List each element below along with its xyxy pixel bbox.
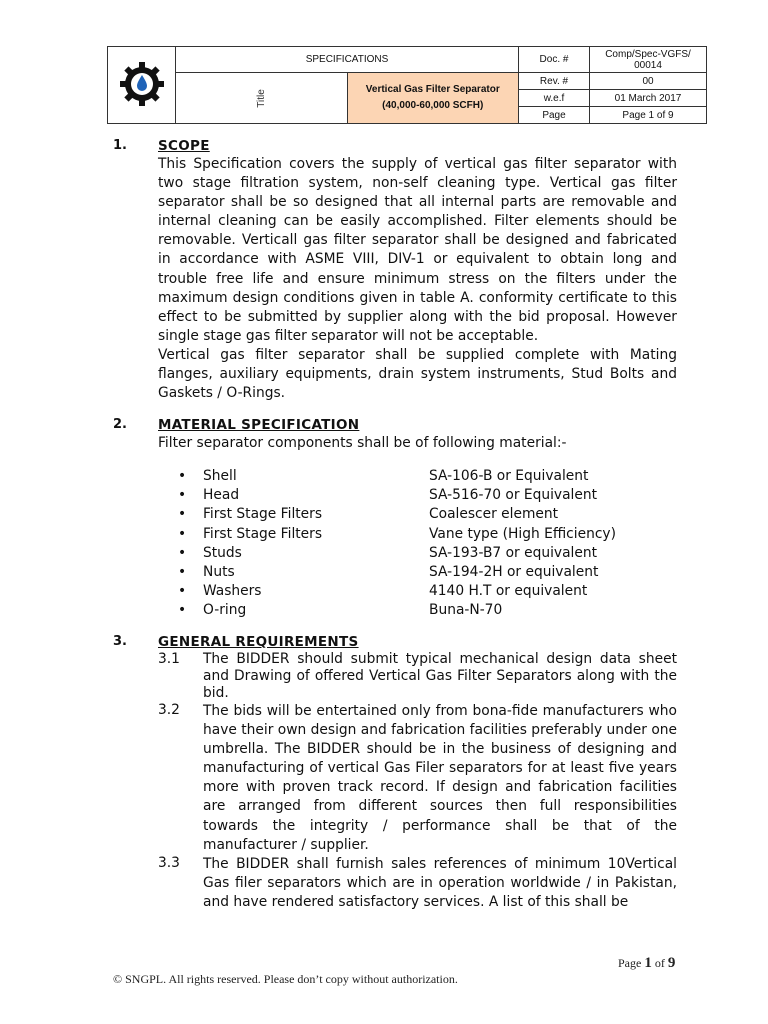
- page-value: Page 1 of 9: [590, 107, 707, 124]
- title-side-label: Title: [176, 73, 348, 124]
- gear-droplet-logo-icon: [117, 59, 167, 109]
- specifications-label: SPECIFICATIONS: [176, 47, 519, 73]
- doc-number-label: Doc. #: [519, 47, 590, 73]
- material-grade: SA-516-70 or Equivalent: [429, 487, 598, 504]
- requirement-3-1: [158, 651, 677, 702]
- material-grade: Vane type (High Efficiency): [429, 525, 616, 542]
- material-component: Shell: [203, 468, 237, 484]
- page-counter: Page 1 of 9: [618, 955, 676, 971]
- section-number-scope: 1.: [113, 138, 127, 153]
- material-component: Studs: [203, 544, 242, 561]
- material-intro: Filter separator components shall be of following material:-: [158, 435, 567, 451]
- material-grade: Coalescer element: [429, 506, 559, 523]
- section-heading-material: MATERIAL SPECIFICATION: [158, 417, 360, 433]
- bullet-icon: •: [178, 506, 187, 523]
- document-title: Vertical Gas Filter Separator (40,000-60,000 SCFH): [347, 73, 519, 124]
- material-grade: SA-193-B7 or equivalent: [429, 544, 597, 561]
- effective-date-label: w.e.f: [519, 90, 590, 107]
- requirement-3-2: [158, 702, 677, 855]
- bullet-icon: •: [178, 563, 187, 580]
- bullet-icon: •: [178, 583, 187, 600]
- requirement-text: The BIDDER should submit typical mechanical design data sheet and Drawing of offered Vertical Gas Filter Separators along with the bid.: [203, 651, 677, 701]
- material-grade: Buna-N-70: [429, 602, 503, 619]
- material-component: First Stage Filters: [203, 525, 323, 542]
- requirement-3-3: [158, 855, 677, 912]
- scope-paragraph-1: This Specification covers the supply of vertical gas filter separator with two stage filtration system, non-self cleaning type. Vertical gas filter separator shall be so designed that all internal parts are removable and internal cleaning can be easily accomplished. Filter elements should be removable. Verticall gas filter separator shall be designed and fabricated in accordance with ASME VIII, DIV-1 or equivalent to obtain long and trouble free life and ensure minimum stress on the filters under the maximum design conditions given in table A. conformity certificate to this effect to be submitted by supplier along with the bid proposal. However single stage gas filter separator will not be acceptable.: [158, 156, 677, 344]
- material-component: O-ring: [203, 602, 247, 619]
- material-component: First Stage Filters: [203, 506, 323, 523]
- section-heading-scope: SCOPE: [158, 138, 210, 154]
- material-grade: SA-106-B or Equivalent: [429, 468, 589, 484]
- section-number-general: 3.: [113, 634, 127, 649]
- bullet-icon: •: [178, 602, 187, 619]
- bullet-icon: •: [178, 468, 187, 484]
- bullet-icon: •: [178, 544, 187, 561]
- scope-paragraph-2: Vertical gas filter separator shall be supplied complete with Mating flanges, auxiliary equipments, drain system instruments, Stud Bolts and Gaskets / O-Rings.: [158, 347, 677, 402]
- bullet-icon: •: [178, 525, 187, 542]
- copyright-notice: © SNGPL. All rights reserved. Please don’t copy without authorization.: [113, 972, 458, 986]
- requirement-number: 3.2: [158, 702, 180, 718]
- material-grade: 4140 H.T or equivalent: [429, 583, 588, 600]
- revision-value: 00: [590, 73, 707, 90]
- doc-number-value: Comp/Spec-VGFS/ 00014: [590, 47, 707, 73]
- logo-cell: [108, 47, 176, 124]
- material-grade: SA-194-2H or equivalent: [429, 563, 599, 580]
- document-header-table: [107, 46, 707, 124]
- material-component: Washers: [203, 583, 262, 600]
- requirement-text: The bids will be entertained only from bona-fide manufacturers who have their own design and fabrication facilities preferably under one umbrella. The BIDDER should be in the business of designing and manufacturing of vertical Gas Filer separators for at least five years more with proven track record. If design and fabrication facilities are arranged from different sources then full responsibilities towards the integrity / performance shall be that of the manufacturer / supplier.: [203, 703, 677, 853]
- revision-label: Rev. #: [519, 73, 590, 90]
- requirement-number: 3.1: [158, 651, 180, 667]
- section-number-material: 2.: [113, 417, 127, 432]
- material-component: Nuts: [203, 563, 235, 580]
- section-heading-general: GENERAL REQUIREMENTS: [158, 634, 359, 650]
- page-label: Page: [519, 107, 590, 124]
- requirement-number: 3.3: [158, 855, 180, 871]
- bullet-icon: •: [178, 487, 187, 504]
- effective-date-value: 01 March 2017: [590, 90, 707, 107]
- material-component: Head: [203, 487, 240, 504]
- requirement-text: The BIDDER shall furnish sales references of minimum 10Vertical Gas filer separators which are in operation worldwide / in Pakistan, and have rendered satisfactory services. A list of this shall be: [203, 856, 677, 911]
